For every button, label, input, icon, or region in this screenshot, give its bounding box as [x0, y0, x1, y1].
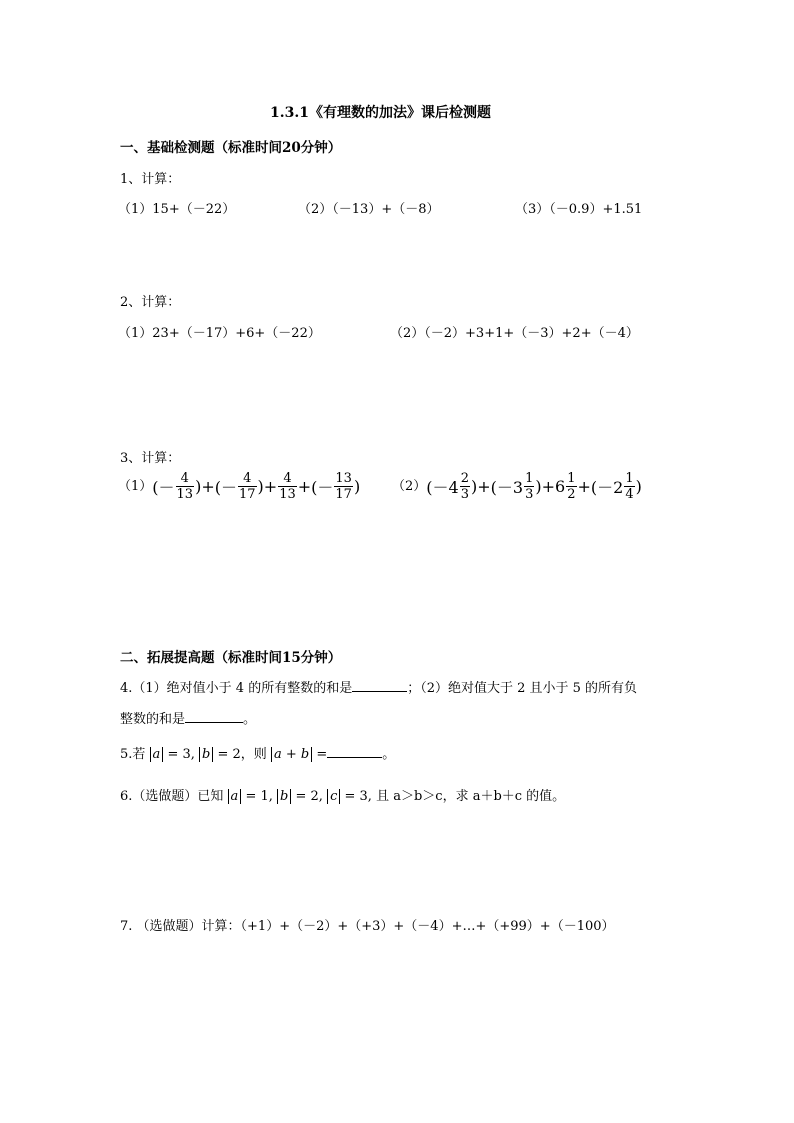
- q5: [120, 743, 395, 762]
- q3p2-term1-fraction-denominator: 3: [525, 487, 534, 502]
- q3p2-op2: +: [577, 477, 591, 496]
- q3-part2-prefix: （2）: [392, 479, 427, 494]
- q3p1-term1-fraction-numerator: 4: [238, 472, 257, 487]
- q3p1-term2-fraction: [278, 472, 297, 501]
- q3p2-term2-fraction-denominator: 2: [567, 487, 576, 502]
- q3p2-term3-whole: (－2: [590, 478, 624, 497]
- q3p1-op1: +: [263, 477, 278, 496]
- q3p2-term0-fraction-denominator: 3: [460, 487, 469, 502]
- q5-abs-a: a: [150, 747, 164, 762]
- q3p1-term1-fraction: [238, 472, 257, 501]
- q1-part2: （2）（－13）+（－8）: [298, 202, 440, 217]
- q1-label: 1、计算：: [120, 172, 181, 187]
- q3-part2-expression: [426, 471, 642, 502]
- q3p2-term3-fraction-numerator: 1: [625, 471, 634, 486]
- q6-eq2: = 2,: [295, 789, 323, 804]
- q6-abs-a: a: [228, 789, 242, 804]
- q3p1-term1-open: (－: [214, 478, 237, 497]
- page-title: 1.3.1《有理数的加法》课后检测题: [270, 105, 491, 121]
- q3p1-term0-close: ): [195, 477, 202, 496]
- q3p2-term0-fraction: [460, 472, 470, 501]
- q3p1-term1-fraction-denominator: 17: [238, 487, 256, 502]
- q3p1-term3-fraction: [334, 472, 353, 501]
- q3p2-term0-whole: (－4: [426, 478, 459, 497]
- q3p2-term2-fraction: [566, 472, 576, 501]
- q3-part2: [392, 472, 642, 501]
- q3p1-term2-fraction-numerator: 4: [278, 472, 297, 487]
- q3p1-term3-fraction-denominator: 17: [335, 487, 352, 502]
- q3p2-term3-fraction-denominator: 4: [625, 487, 634, 502]
- q6-rest: 且 a＞b＞c，求 a＋b＋c 的值。: [376, 789, 566, 804]
- q3p2-term2-whole: 6: [555, 477, 566, 496]
- q4-text-4: 。: [243, 712, 257, 727]
- q4-blank-2[interactable]: [185, 711, 243, 723]
- q5-end: 。: [382, 747, 396, 762]
- q5-eq3: =: [316, 747, 328, 762]
- q4-line1: [120, 677, 637, 696]
- q3p1-term0-fraction-denominator: 13: [176, 487, 194, 502]
- section1-heading: 一、基础检测题（标准时间20分钟）: [120, 140, 342, 156]
- q3-label: 3、计算：: [120, 451, 181, 466]
- q5-abs-ab: a + b: [271, 747, 312, 762]
- q5-eq2: = 2，则: [217, 747, 267, 762]
- q3p1-term0-open: (－: [152, 478, 175, 497]
- q3-part1: [118, 472, 360, 501]
- q6-abs-b: b: [277, 789, 291, 804]
- q4-text-3: 整数的和是: [120, 712, 186, 727]
- q3p1-term0-fraction-numerator: 4: [176, 472, 195, 487]
- q2-part1: （1）23+（－17）+6+（－22）: [118, 326, 321, 341]
- q3p2-op0: +: [477, 477, 491, 496]
- q4-line2: [120, 708, 256, 727]
- q3p2-term0-close: ): [471, 477, 478, 496]
- q3p1-term3-fraction-numerator: 13: [335, 471, 352, 486]
- q3p2-term0-fraction-numerator: 2: [460, 471, 469, 486]
- q5-abs-b: b: [199, 747, 213, 762]
- q3-part1-prefix: （1）: [118, 479, 153, 494]
- q3p1-term1-close: ): [257, 477, 264, 496]
- q1-part3: （3）（－0.9）+1.51: [515, 202, 643, 217]
- q3p1-term3-close: ): [353, 477, 361, 496]
- q3p2-term1-whole: (－3: [490, 478, 524, 497]
- q5-blank[interactable]: [327, 746, 382, 758]
- q3p2-term3-close: ): [635, 477, 642, 496]
- q3p2-op1: +: [541, 477, 556, 496]
- q6: [120, 785, 565, 804]
- q4-blank-1[interactable]: [352, 680, 407, 692]
- q6-prefix: 6.（选做题）已知: [120, 789, 224, 804]
- q3p1-term0-fraction: [176, 472, 195, 501]
- q3p2-term3-fraction: [624, 472, 634, 501]
- q5-prefix: 5.若: [120, 747, 146, 762]
- q3p2-term1-fraction-numerator: 1: [525, 471, 534, 486]
- section2-heading: 二、拓展提高题（标准时间15分钟）: [120, 650, 342, 666]
- q6-eq3: = 3,: [344, 789, 372, 804]
- q3-part1-expression: [152, 471, 361, 502]
- q3p2-term1-close: ): [535, 477, 542, 496]
- q4-text-2: ；（2）绝对值大于 2 且小于 5 的所有负: [407, 681, 638, 696]
- q3p1-term3-open: (－: [311, 478, 334, 497]
- q3p2-term1-fraction: [524, 472, 534, 501]
- q4-text-1: 4.（1）绝对值小于 4 的所有整数的和是: [120, 681, 353, 696]
- q3p1-op0: +: [201, 477, 215, 496]
- q6-abs-c: c: [327, 789, 340, 804]
- q3p1-op2: +: [297, 477, 312, 496]
- q3p2-term2-fraction-numerator: 1: [567, 471, 576, 486]
- q2-part2: （2）（－2）+3+1+（－3）+2+（－4）: [390, 326, 639, 341]
- q1-part1: （1）15+（－22）: [118, 202, 236, 217]
- q7: 7. （选做题）计算：（+1）+（－2）+（+3）+（－4）+…+（+99）+（－100）: [120, 919, 615, 934]
- q3p1-term2-fraction-denominator: 13: [279, 487, 296, 502]
- q2-label: 2、计算：: [120, 295, 181, 310]
- q6-eq1: = 1,: [245, 789, 273, 804]
- q5-eq1: = 3,: [167, 747, 195, 762]
